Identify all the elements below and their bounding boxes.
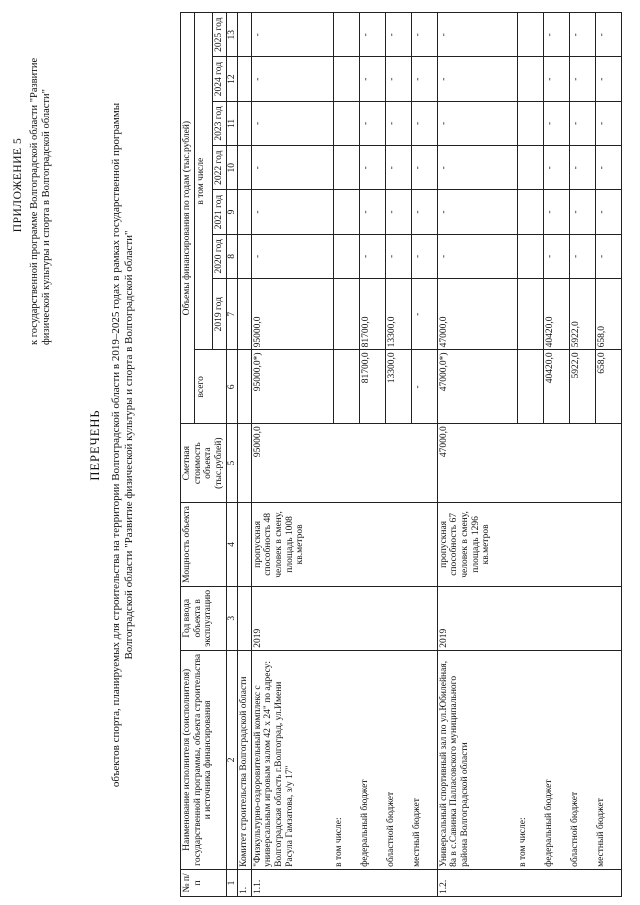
row-capacity: пропускная способность 67 человек в смену, площадь 1296 кв.метров xyxy=(437,503,517,587)
row-total: 5922,0 xyxy=(569,350,595,424)
row-num: 1. xyxy=(238,869,252,896)
header-total: всего xyxy=(194,350,226,424)
row-num: 1.1. xyxy=(251,869,333,896)
row-total: 13300,0 xyxy=(385,350,411,424)
row-2022: - xyxy=(543,146,569,190)
row-2020: - xyxy=(359,234,385,278)
header-2025: 2025 год xyxy=(212,13,226,57)
row-name: в том числе: xyxy=(517,650,543,869)
row-cost: 95000,0 xyxy=(251,424,333,503)
row-2022: - xyxy=(385,146,411,190)
row-2019: 5922,0 xyxy=(569,279,595,350)
header-including: в том числе xyxy=(194,13,212,350)
row-name: местный бюджет xyxy=(411,650,437,869)
row-2023: - xyxy=(251,101,333,145)
row-2020: - xyxy=(595,234,621,278)
row-2021: - xyxy=(385,190,411,234)
row-2020: - xyxy=(411,234,437,278)
colnum: 2 xyxy=(226,650,238,869)
colnum: 11 xyxy=(226,101,238,145)
row-2021: - xyxy=(543,190,569,234)
column-number-row xyxy=(226,13,238,897)
header-2020: 2020 год xyxy=(212,234,226,278)
row-year: 2019 xyxy=(437,586,517,650)
table-row xyxy=(359,13,385,897)
row-capacity: пропускная способность 48 человек в смену, площадь 1008 кв.метров xyxy=(251,503,333,587)
colnum: 5 xyxy=(226,424,238,503)
table-row xyxy=(411,13,437,897)
appendix-text: к государственной программе Волгоградской области "Развитие физической культуры и спорта в Волгоградской области" xyxy=(29,57,53,345)
row-2019: 658,0 xyxy=(595,279,621,350)
row-name: областной бюджет xyxy=(569,650,595,869)
colnum: 13 xyxy=(226,13,238,57)
row-2024: - xyxy=(359,57,385,101)
row-2024: - xyxy=(543,57,569,101)
row-2020: - xyxy=(543,234,569,278)
colnum: 6 xyxy=(226,350,238,424)
row-2019: - xyxy=(411,279,437,350)
table-row xyxy=(517,13,543,897)
row-2021: - xyxy=(411,190,437,234)
header-financing: Объемы финансирования по годам (тыс.рублей) xyxy=(181,13,195,424)
row-2025: - xyxy=(543,13,569,57)
row-2021: - xyxy=(359,190,385,234)
row-2020: - xyxy=(385,234,411,278)
row-name: Универсальный спортивный зал по ул.Юбилейная, 8а в с.Савинка Палласовского муниципального района Волгоградской области xyxy=(437,650,517,869)
row-2021: - xyxy=(595,190,621,234)
colnum: 8 xyxy=(226,234,238,278)
header-2019: 2019 год xyxy=(212,279,226,350)
row-2025: - xyxy=(385,13,411,57)
colnum: 9 xyxy=(226,190,238,234)
row-2019: 81700,0 xyxy=(359,279,385,350)
header-cost: Сметная стоимость объекта (тыс.рублей) xyxy=(181,424,227,503)
table-row xyxy=(251,13,333,897)
header-year-op: Год ввода объекта в эксплуатацию xyxy=(181,586,227,650)
table-row xyxy=(333,13,359,897)
row-2022: - xyxy=(595,146,621,190)
row-total: 81700,0 xyxy=(359,350,385,424)
row-name: федеральный бюджет xyxy=(543,650,569,869)
row-2023: - xyxy=(359,101,385,145)
colnum: 10 xyxy=(226,146,238,190)
row-2023: - xyxy=(595,101,621,145)
row-2024: - xyxy=(411,57,437,101)
row-2023: - xyxy=(411,101,437,145)
row-2024: - xyxy=(251,57,333,101)
row-2019: 95000,0 xyxy=(251,279,333,350)
row-name: в том числе: xyxy=(333,650,359,869)
row-name: местный бюджет xyxy=(595,650,621,869)
row-total: - xyxy=(411,350,437,424)
title-subtitle: объектов спорта, планируемых для строительства на территории Волгоградской области в 2019–2025 годах в рамках государственной программы Волгоградской области "Развитие физической культуры и спорта в Волгоградской области" xyxy=(110,102,136,788)
table-row xyxy=(238,13,252,897)
row-2020: - xyxy=(569,234,595,278)
row-2025: - xyxy=(359,13,385,57)
row-name: Комитет строительства Волгоградской области xyxy=(238,650,252,869)
row-2019: 40420,0 xyxy=(543,279,569,350)
colnum: 12 xyxy=(226,57,238,101)
row-2023: - xyxy=(543,101,569,145)
appendix-header xyxy=(12,25,53,345)
row-2023: - xyxy=(385,101,411,145)
header-2022: 2022 год xyxy=(212,146,226,190)
row-2025: - xyxy=(437,13,517,57)
row-2021: - xyxy=(251,190,333,234)
table-row xyxy=(595,13,621,897)
row-2024: - xyxy=(437,57,517,101)
table-row xyxy=(437,13,517,897)
row-2022: - xyxy=(359,146,385,190)
row-total: 95000,0*) xyxy=(251,350,333,424)
header-2021: 2021 год xyxy=(212,190,226,234)
colnum: 1 xyxy=(226,869,238,896)
construction-table xyxy=(180,12,622,897)
row-2023: - xyxy=(437,101,517,145)
row-2025: - xyxy=(251,13,333,57)
row-2024: - xyxy=(595,57,621,101)
row-2024: - xyxy=(385,57,411,101)
header-name: Наименование исполнителя (соисполнителя) государственной программы, объекта строительства и источника финансирования xyxy=(181,650,227,869)
row-total: 40420,0 xyxy=(543,350,569,424)
document-title xyxy=(88,85,136,805)
row-2021: - xyxy=(437,190,517,234)
row-2020: - xyxy=(251,234,333,278)
table-row xyxy=(569,13,595,897)
row-year: 2019 xyxy=(251,586,333,650)
row-2019: 47000,0 xyxy=(437,279,517,350)
row-2021: - xyxy=(569,190,595,234)
row-num: 1.2. xyxy=(437,869,517,896)
row-name: областной бюджет xyxy=(385,650,411,869)
row-2025: - xyxy=(411,13,437,57)
title-main: ПЕРЕЧЕНЬ xyxy=(88,409,102,481)
header-num: № п/п xyxy=(181,869,227,896)
colnum: 4 xyxy=(226,503,238,587)
row-total: 658,0 xyxy=(595,350,621,424)
row-name: федеральный бюджет xyxy=(359,650,385,869)
header-capacity: Мощность объекта xyxy=(181,503,227,587)
appendix-label: ПРИЛОЖЕНИЕ 5 xyxy=(12,137,24,233)
row-2020: - xyxy=(437,234,517,278)
header-2024: 2024 год xyxy=(212,57,226,101)
colnum: 3 xyxy=(226,586,238,650)
table-row xyxy=(385,13,411,897)
row-total: 47000,0*) xyxy=(437,350,517,424)
row-cost: 47000,0 xyxy=(437,424,517,503)
row-2022: - xyxy=(411,146,437,190)
row-2025: - xyxy=(595,13,621,57)
row-name: "Физкультурно-оздоровительный комплекс с универсальным игровым залом 42 х 24" по адресу: Волгоградская область г.Волгоград, ул.Имени Расула Гамзатова, з/у 17" xyxy=(251,650,333,869)
row-2019: 13300,0 xyxy=(385,279,411,350)
table-row xyxy=(543,13,569,897)
row-2022: - xyxy=(437,146,517,190)
row-2023: - xyxy=(569,101,595,145)
row-2025: - xyxy=(569,13,595,57)
header-2023: 2023 год xyxy=(212,101,226,145)
row-2022: - xyxy=(251,146,333,190)
colnum: 7 xyxy=(226,279,238,350)
row-2022: - xyxy=(569,146,595,190)
row-2024: - xyxy=(569,57,595,101)
